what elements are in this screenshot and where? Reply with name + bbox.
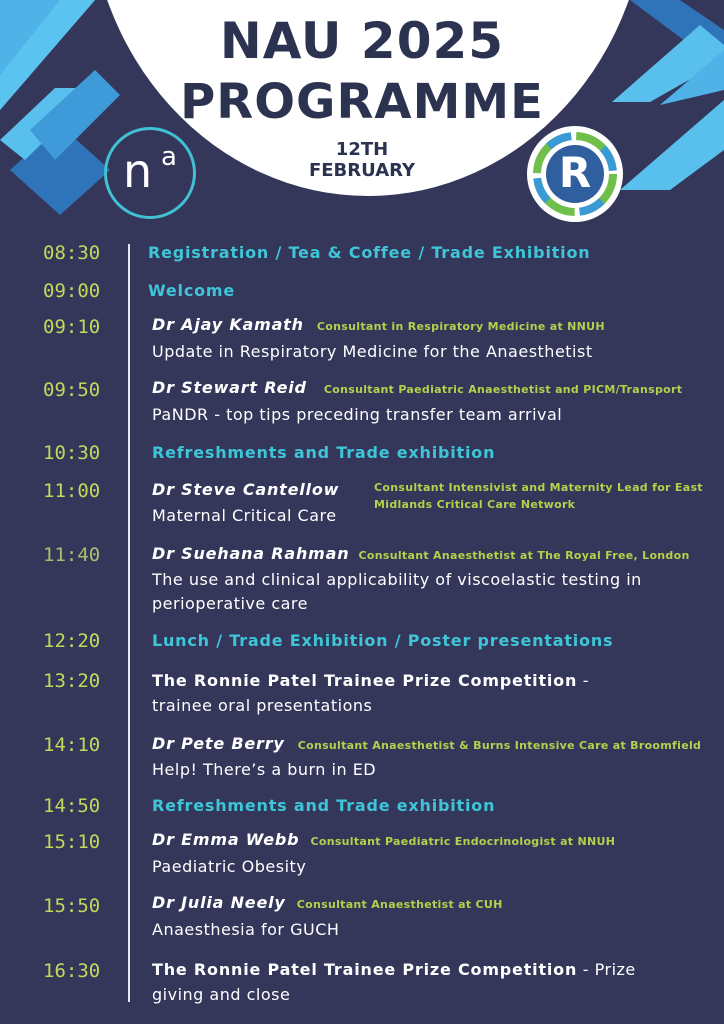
talk-title-line2: perioperative care	[152, 594, 308, 613]
r-logo	[527, 126, 623, 222]
talk-title	[152, 568, 717, 616]
session-prize-competition	[152, 669, 717, 693]
speaker-name: Dr Pete Berry	[152, 734, 285, 753]
time-0900: 09:00	[43, 280, 101, 302]
speaker-role: Consultant Paediatric Endocrinologist at NNUH	[310, 835, 616, 848]
talk-title: Update in Respiratory Medicine for the Anaesthetist	[152, 342, 593, 361]
speaker-name: Dr Ajay Kamath	[152, 315, 304, 334]
header	[0, 0, 724, 230]
section-welcome: Welcome	[148, 281, 236, 300]
time-1550: 15:50	[43, 895, 101, 917]
time-1220: 12:20	[43, 630, 101, 652]
speaker-name: Dr Steve Cantellow	[152, 480, 340, 499]
time-1450: 14:50	[43, 795, 101, 817]
time-0950: 09:50	[43, 379, 101, 401]
speaker-role	[374, 479, 719, 513]
time-1410: 14:10	[43, 734, 101, 756]
nau-logo-superscript: a	[161, 142, 177, 172]
session-title: The Ronnie Patel Trainee Prize Competition	[152, 960, 578, 979]
talk-title: PaNDR - top tips preceding transfer team arrival	[152, 405, 563, 424]
session-title-rest: - Prize	[577, 960, 636, 979]
speaker-name: Dr Emma Webb	[152, 830, 300, 849]
speaker-role: Consultant Anaesthetist at CUH	[296, 898, 503, 911]
speaker-role-line2: Midlands Critical Care Network	[374, 498, 576, 511]
session-neely	[152, 893, 717, 912]
nau-logo	[104, 127, 196, 219]
session-berry	[152, 734, 722, 753]
talk-title: Help! There’s a burn in ED	[152, 760, 377, 779]
time-0910: 09:10	[43, 316, 101, 338]
session-webb	[152, 830, 717, 849]
speaker-name: Dr Julia Neely	[152, 893, 286, 912]
time-1140: 11:40	[43, 544, 101, 566]
section-lunch: Lunch / Trade Exhibition / Poster presentations	[152, 631, 614, 650]
time-1320: 13:20	[43, 670, 101, 692]
talk-title: giving and close	[152, 985, 291, 1004]
session-reid	[152, 378, 717, 397]
speaker-role: Consultant Anaesthetist at The Royal Free, London	[358, 549, 690, 562]
speaker-role-line1: Consultant Intensivist and Maternity Lead for East	[374, 481, 703, 494]
section-registration: Registration / Tea & Coffee / Trade Exhibition	[148, 243, 591, 262]
speaker-role: Consultant Paediatric Anaesthetist and PICM/Transport	[323, 383, 683, 396]
section-refreshments-2: Refreshments and Trade exhibition	[152, 796, 496, 815]
speaker-name: Dr Suehana Rahman	[152, 544, 350, 563]
talk-title-line1: The use and clinical applicability of viscoelastic testing in	[152, 570, 642, 589]
date-line2: FEBRUARY	[308, 160, 416, 181]
talk-title: Maternal Critical Care	[152, 506, 337, 525]
session-title-rest: -	[577, 671, 590, 690]
session-title: The Ronnie Patel Trainee Prize Competition	[152, 671, 578, 690]
speaker-name: Dr Stewart Reid	[152, 378, 307, 397]
time-0830: 08:30	[43, 242, 101, 264]
time-1030: 10:30	[43, 442, 101, 464]
speaker-role: Consultant Anaesthetist & Burns Intensive Care at Broomfield	[297, 739, 702, 752]
date-line1: 12TH	[335, 139, 389, 160]
r-logo-letter: R	[558, 148, 592, 197]
time-1100: 11:00	[43, 480, 101, 502]
time-1510: 15:10	[43, 831, 101, 853]
session-kamath	[152, 315, 717, 334]
session-prize-giving	[152, 958, 717, 982]
talk-title: Anaesthesia for GUCH	[152, 920, 340, 939]
section-refreshments: Refreshments and Trade exhibition	[152, 443, 496, 462]
talk-title: trainee oral presentations	[152, 696, 373, 715]
page-title-line1: NAU 2025	[219, 12, 505, 70]
time-1630: 16:30	[43, 960, 101, 982]
nau-logo-letter: n	[123, 144, 153, 198]
timeline-line	[128, 244, 130, 1002]
talk-title: Paediatric Obesity	[152, 857, 307, 876]
page-title-line2: PROGRAMME	[180, 74, 544, 130]
speaker-role: Consultant in Respiratory Medicine at NNUH	[316, 320, 605, 333]
session-rahman	[152, 544, 717, 563]
